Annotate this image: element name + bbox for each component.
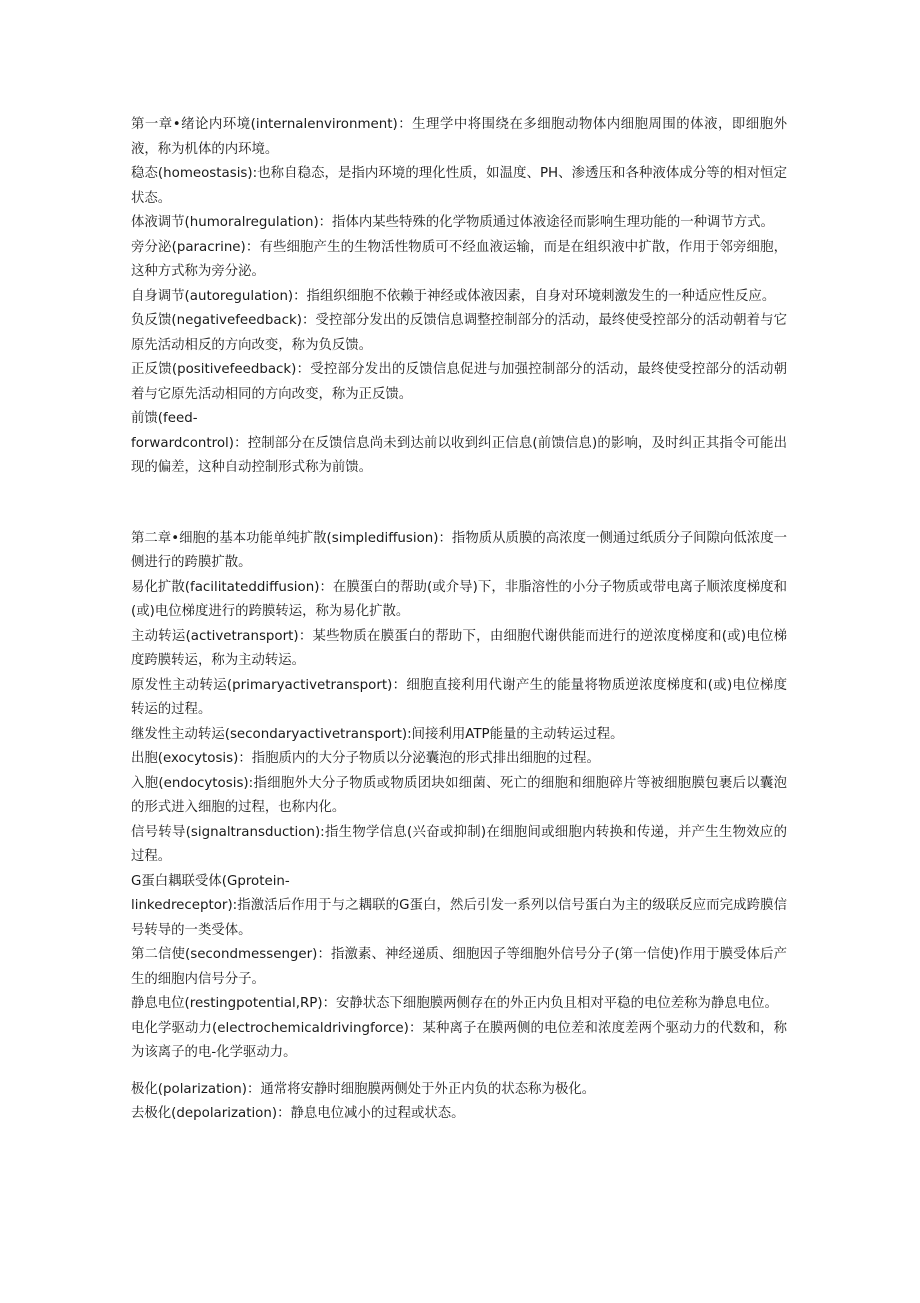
paragraph: 主动转运(activetransport)：某些物质在膜蛋白的帮助下，由细胞代谢供能而进行的逆浓度梯度和(或)电位梯度跨膜转运，称为主动转运。 bbox=[131, 628, 787, 668]
chapter2-section bbox=[131, 527, 787, 1127]
paragraph: 去极化(depolarization)：静息电位减小的过程或状态。 bbox=[131, 1106, 465, 1121]
chapter1-section bbox=[131, 113, 787, 481]
paragraph: 静息电位(restingpotential,RP)：安静状态下细胞膜两侧存在的外正内负且相对平稳的电位差称为静息电位。 bbox=[131, 996, 778, 1011]
section-spacer bbox=[131, 481, 787, 527]
paragraph: 自身调节(autoregulation)：指组织细胞不依赖于神经或体液因素，自身对环境刺激发生的一种适应性反应。 bbox=[131, 288, 776, 304]
paragraph: 第二章•细胞的基本功能单纯扩散(simplediffusion)：指物质从质膜的高浓度一侧通过纸质分子间隙向低浓度一侧进行的跨膜扩散。 bbox=[131, 530, 787, 570]
paragraph: 稳态(homeostasis):也称自稳态，是指内环境的理化性质，如温度、PH、渗透压和各种液体成分等的相对恒定状态。 bbox=[131, 166, 787, 206]
paragraph: 电化学驱动力(electrochemicaldrivingforce)：某种离子在膜两侧的电位差和浓度差两个驱动力的代数和，称为该离子的电-化学驱动力。 bbox=[131, 1020, 787, 1060]
paragraph-spacer bbox=[131, 1066, 787, 1078]
document-page bbox=[131, 113, 787, 1127]
paragraph: 体液调节(humoralregulation)：指体内某些特殊的化学物质通过体液途径而影响生理功能的一种调节方式。 bbox=[131, 215, 774, 230]
paragraph: 信号转导(signaltransduction):指生物学信息(兴奋或抑制)在细胞间或细胞内转换和传递，并产生生物效应的过程。 bbox=[131, 824, 787, 864]
paragraph: G蛋白耦联受体(Gprotein- bbox=[131, 873, 290, 889]
paragraph: linkedreceptor):指激活后作用于与之耦联的G蛋白，然后引发一系列以信号蛋白为主的级联反应而完成跨膜信号转导的一类受体。 bbox=[131, 898, 787, 938]
paragraph: 入胞(endocytosis):指细胞外大分子物质或物质团块如细菌、死亡的细胞和细胞碎片等被细胞膜包裹后以囊泡的形式进入细胞的过程，也称内化。 bbox=[131, 775, 787, 815]
paragraph: 正反馈(positivefeedback)：受控部分发出的反馈信息促进与加强控制部分的活动，最终使受控部分的活动朝着与它原先活动相同的方向改变，称为正反馈。 bbox=[131, 362, 787, 402]
paragraph: 易化扩散(facilitateddiffusion)：在膜蛋白的帮助(或介导)下，非脂溶性的小分子物质或带电离子顺浓度梯度和(或)电位梯度进行的跨膜转运，称为易化扩散。 bbox=[131, 579, 787, 619]
paragraph: 第二信使(secondmessenger)：指激素、神经递质、细胞因子等细胞外信号分子(第一信使)作用于膜受体后产生的细胞内信号分子。 bbox=[131, 947, 787, 987]
paragraph: forwardcontrol)：控制部分在反馈信息尚未到达前以收到纠正信息(前馈信息)的影响，及时纠正其指令可能出现的偏差，这种自动控制形式称为前馈。 bbox=[131, 435, 787, 475]
paragraph: 原发性主动转运(primaryactivetransport)：细胞直接利用代谢产生的能量将物质逆浓度梯度和(或)电位梯度转运的过程。 bbox=[131, 677, 787, 717]
paragraph: 负反馈(negativefeedback)：受控部分发出的反馈信息调整控制部分的活动，最终使受控部分的活动朝着与它原先活动相反的方向改变，称为负反馈。 bbox=[131, 313, 787, 353]
paragraph: 出胞(exocytosis)：指胞质内的大分子物质以分泌囊泡的形式排出细胞的过程。 bbox=[131, 751, 600, 766]
paragraph: 第一章•绪论内环境(internalenvironment)：生理学中将围绕在多细胞动物体内细胞周围的体液，即细胞外液，称为机体的内环境。 bbox=[131, 117, 787, 157]
paragraph: 继发性主动转运(secondaryactivetransport):间接利用ATP能量的主动转运过程。 bbox=[131, 726, 624, 742]
paragraph: 前馈(feed- bbox=[131, 411, 198, 426]
paragraph: 旁分泌(paracrine)：有些细胞产生的生物活性物质可不经血液运输，而是在组织液中扩散，作用于邻旁细胞，这种方式称为旁分泌。 bbox=[131, 239, 787, 279]
paragraph: 极化(polarization)：通常将安静时细胞膜两侧处于外正内负的状态称为极化。 bbox=[131, 1081, 596, 1097]
